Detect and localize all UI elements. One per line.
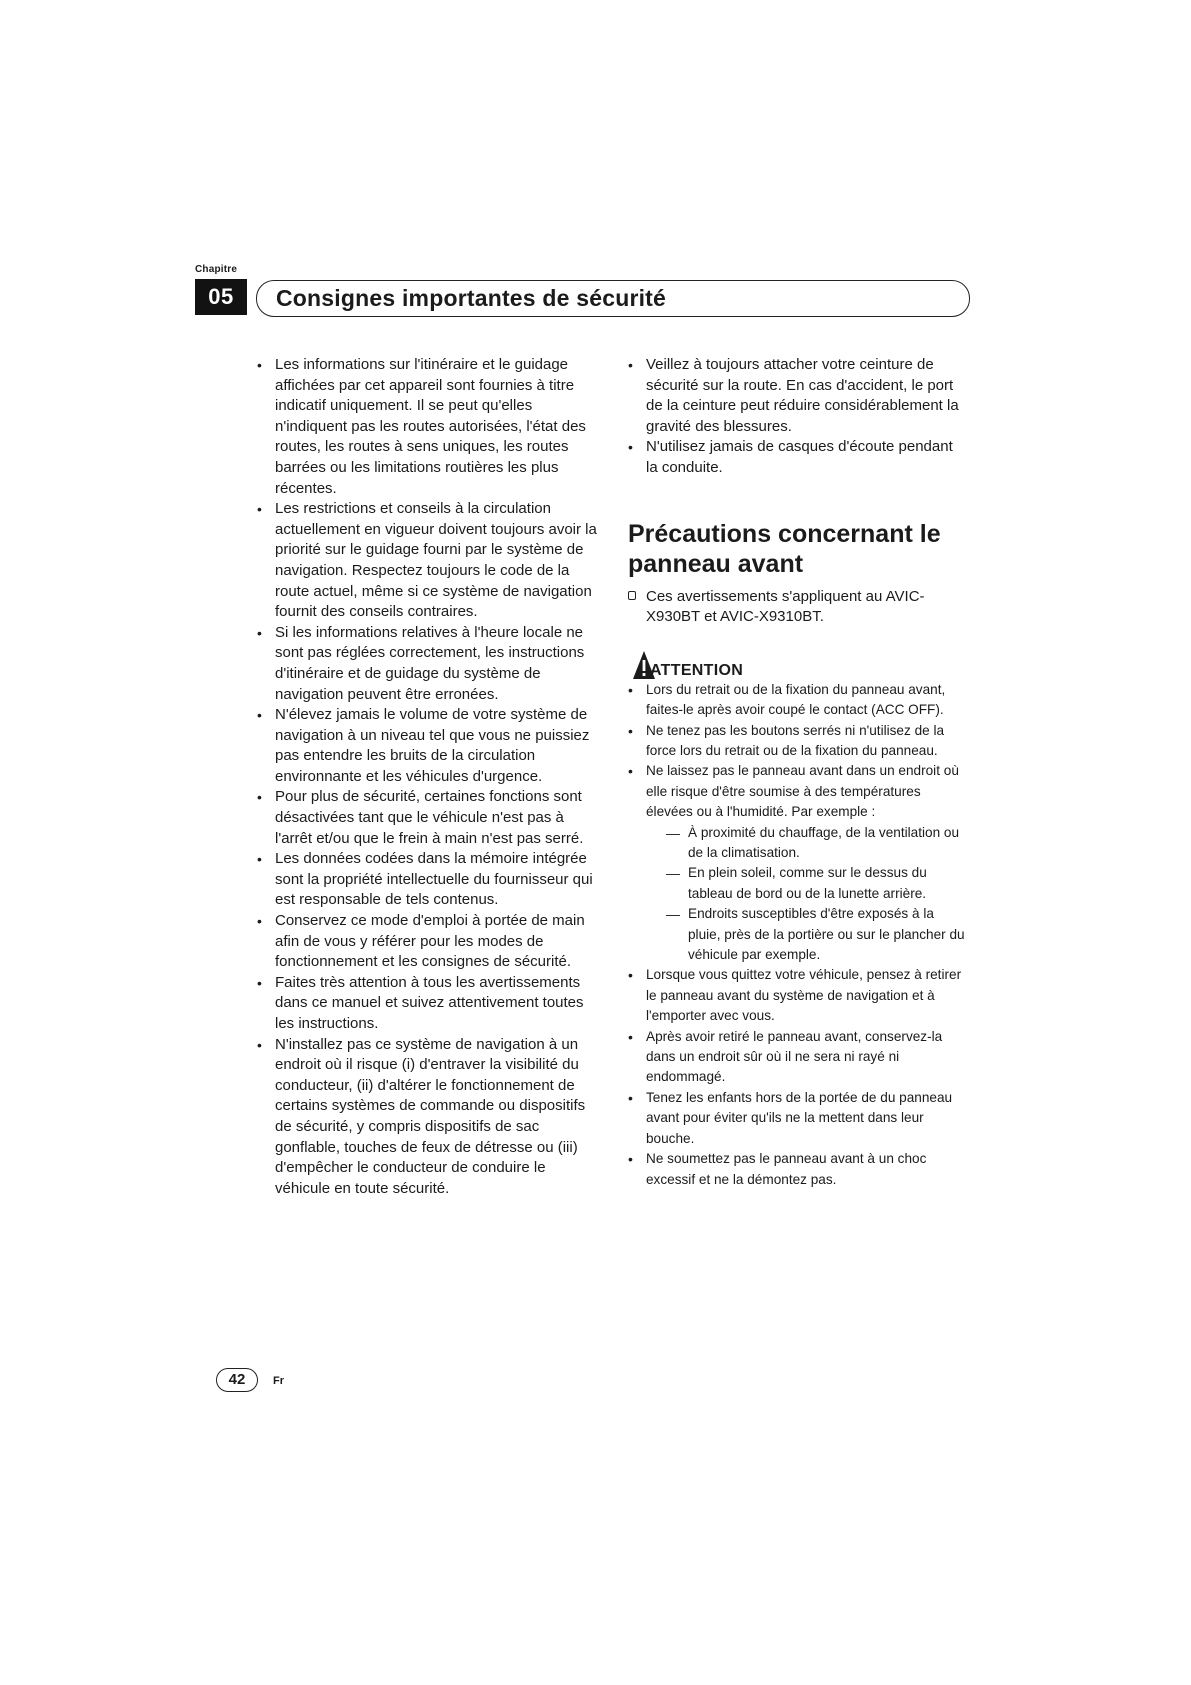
note — [628, 587, 968, 628]
right-bullet-list — [628, 355, 968, 479]
note-box-icon — [628, 591, 636, 600]
left-column — [257, 355, 597, 1199]
attention-list — [628, 680, 968, 1190]
list-item: • Ne tenez pas les boutons serrés ni n'utilisez de la force lors du retrait ou de la fixation du panneau. — [628, 721, 968, 762]
list-item: • Les données codées dans la mémoire intégrée sont la propriété intellectuelle du fournisseur qui est responsable de tels contenus. — [257, 849, 597, 911]
attention-header — [628, 650, 968, 680]
examples-list — [646, 823, 968, 966]
list-item: • Si les informations relatives à l'heure locale ne sont pas réglées correctement, les instructions d'itinéraire et de guidage du système de navigation peuvent être erronées. — [257, 623, 597, 705]
right-column — [628, 355, 968, 1190]
list-item: • Faites très attention à tous les avertissements dans ce manuel et suivez attentivement toutes les instructions. — [257, 973, 597, 1035]
list-item: • Conservez ce mode d'emploi à portée de main afin de vous y référer pour les modes de fonctionnement et les consignes de sécurité. — [257, 911, 597, 973]
list-item: • Lorsque vous quittez votre véhicule, pensez à retirer le panneau avant du système de navigation et à l'emporter avec vous. — [628, 965, 968, 1026]
chapter-title: Consignes importantes de sécurité — [276, 285, 667, 311]
page-number: 42 — [216, 1368, 258, 1392]
example-item: — Endroits susceptibles d'être exposés à la pluie, près de la portière ou sur le plancher du véhicule par exemple. — [666, 904, 968, 965]
list-item: • Ne soumettez pas le panneau avant à un choc excessif et ne la démontez pas. — [628, 1149, 968, 1190]
list-item: • Les restrictions et conseils à la circulation actuellement en vigueur doivent toujours avoir la priorité sur le guidage fourni par le système de navigation. Respectez toujours le code de la route actuel, même si ce système de navigation fournit des conseils contraires. — [257, 499, 597, 623]
list-item: • Veillez à toujours attacher votre ceinture de sécurité sur la route. En cas d'accident, le port de la ceinture peut réduire considérablement la gravité des blessures. — [628, 355, 968, 437]
left-bullet-list — [257, 355, 597, 1199]
list-item: • Après avoir retiré le panneau avant, conservez-la dans un endroit sûr où il ne sera ni rayé ni endommagé. — [628, 1027, 968, 1088]
list-item: • N'installez pas ce système de navigation à un endroit où il risque (i) d'entraver la visibilité du conducteur, (ii) d'altérer le fonctionnement de certains systèmes de commande ou dispositifs de sécurité, y compris dispositifs de sac gonflable, touches de feux de détresse ou (iii) d'empêcher le conducteur de conduire le véhicule en toute sécurité. — [257, 1035, 597, 1200]
list-item: • N'élevez jamais le volume de votre système de navigation à un niveau tel que vous ne puissiez pas entendre les bruits de la circulation environnante et les véhicules d'urgence. — [257, 705, 597, 787]
list-item: • Pour plus de sécurité, certaines fonctions sont désactivées tant que le véhicule n'est pas à l'arrêt et/ou que le frein à main n'est pas serré. — [257, 787, 597, 849]
list-item: • Les informations sur l'itinéraire et le guidage affichées par cet appareil sont fournies à titre indicatif uniquement. Il se peut qu'elles n'indiquent pas les routes autorisées, l'état des routes, les routes à sens uniques, les routes barrées ou les limitations routières les plus récentes. — [257, 355, 597, 499]
chapter-label: Chapitre — [195, 264, 238, 275]
example-item: — À proximité du chauffage, de la ventilation ou de la climatisation. — [666, 823, 968, 864]
note-text: Ces avertissements s'appliquent au AVIC-X930BT et AVIC-X9310BT. — [646, 587, 925, 626]
chapter-number-badge: 05 — [195, 279, 247, 315]
section-heading: Précautions concernant le panneau avant — [628, 519, 941, 578]
list-item: • Lors du retrait ou de la fixation du panneau avant, faites-le après avoir coupé le contact (ACC OFF). — [628, 680, 968, 721]
language-code: Fr — [273, 1375, 284, 1387]
attention-label: ATTENTION — [650, 661, 744, 679]
list-item-text: Ne laissez pas le panneau avant dans un endroit où elle risque d'être soumise à des températures élevées ou à l'humidité. Par exemple : — [646, 763, 959, 820]
list-item: • N'utilisez jamais de casques d'écoute pendant la conduite. — [628, 437, 968, 478]
list-item — [628, 761, 968, 965]
list-item: • Tenez les enfants hors de la portée de du panneau avant pour éviter qu'ils ne la mettent dans leur bouche. — [628, 1088, 968, 1149]
example-item: — En plein soleil, comme sur le dessus du tableau de bord ou de la lunette arrière. — [666, 863, 968, 904]
